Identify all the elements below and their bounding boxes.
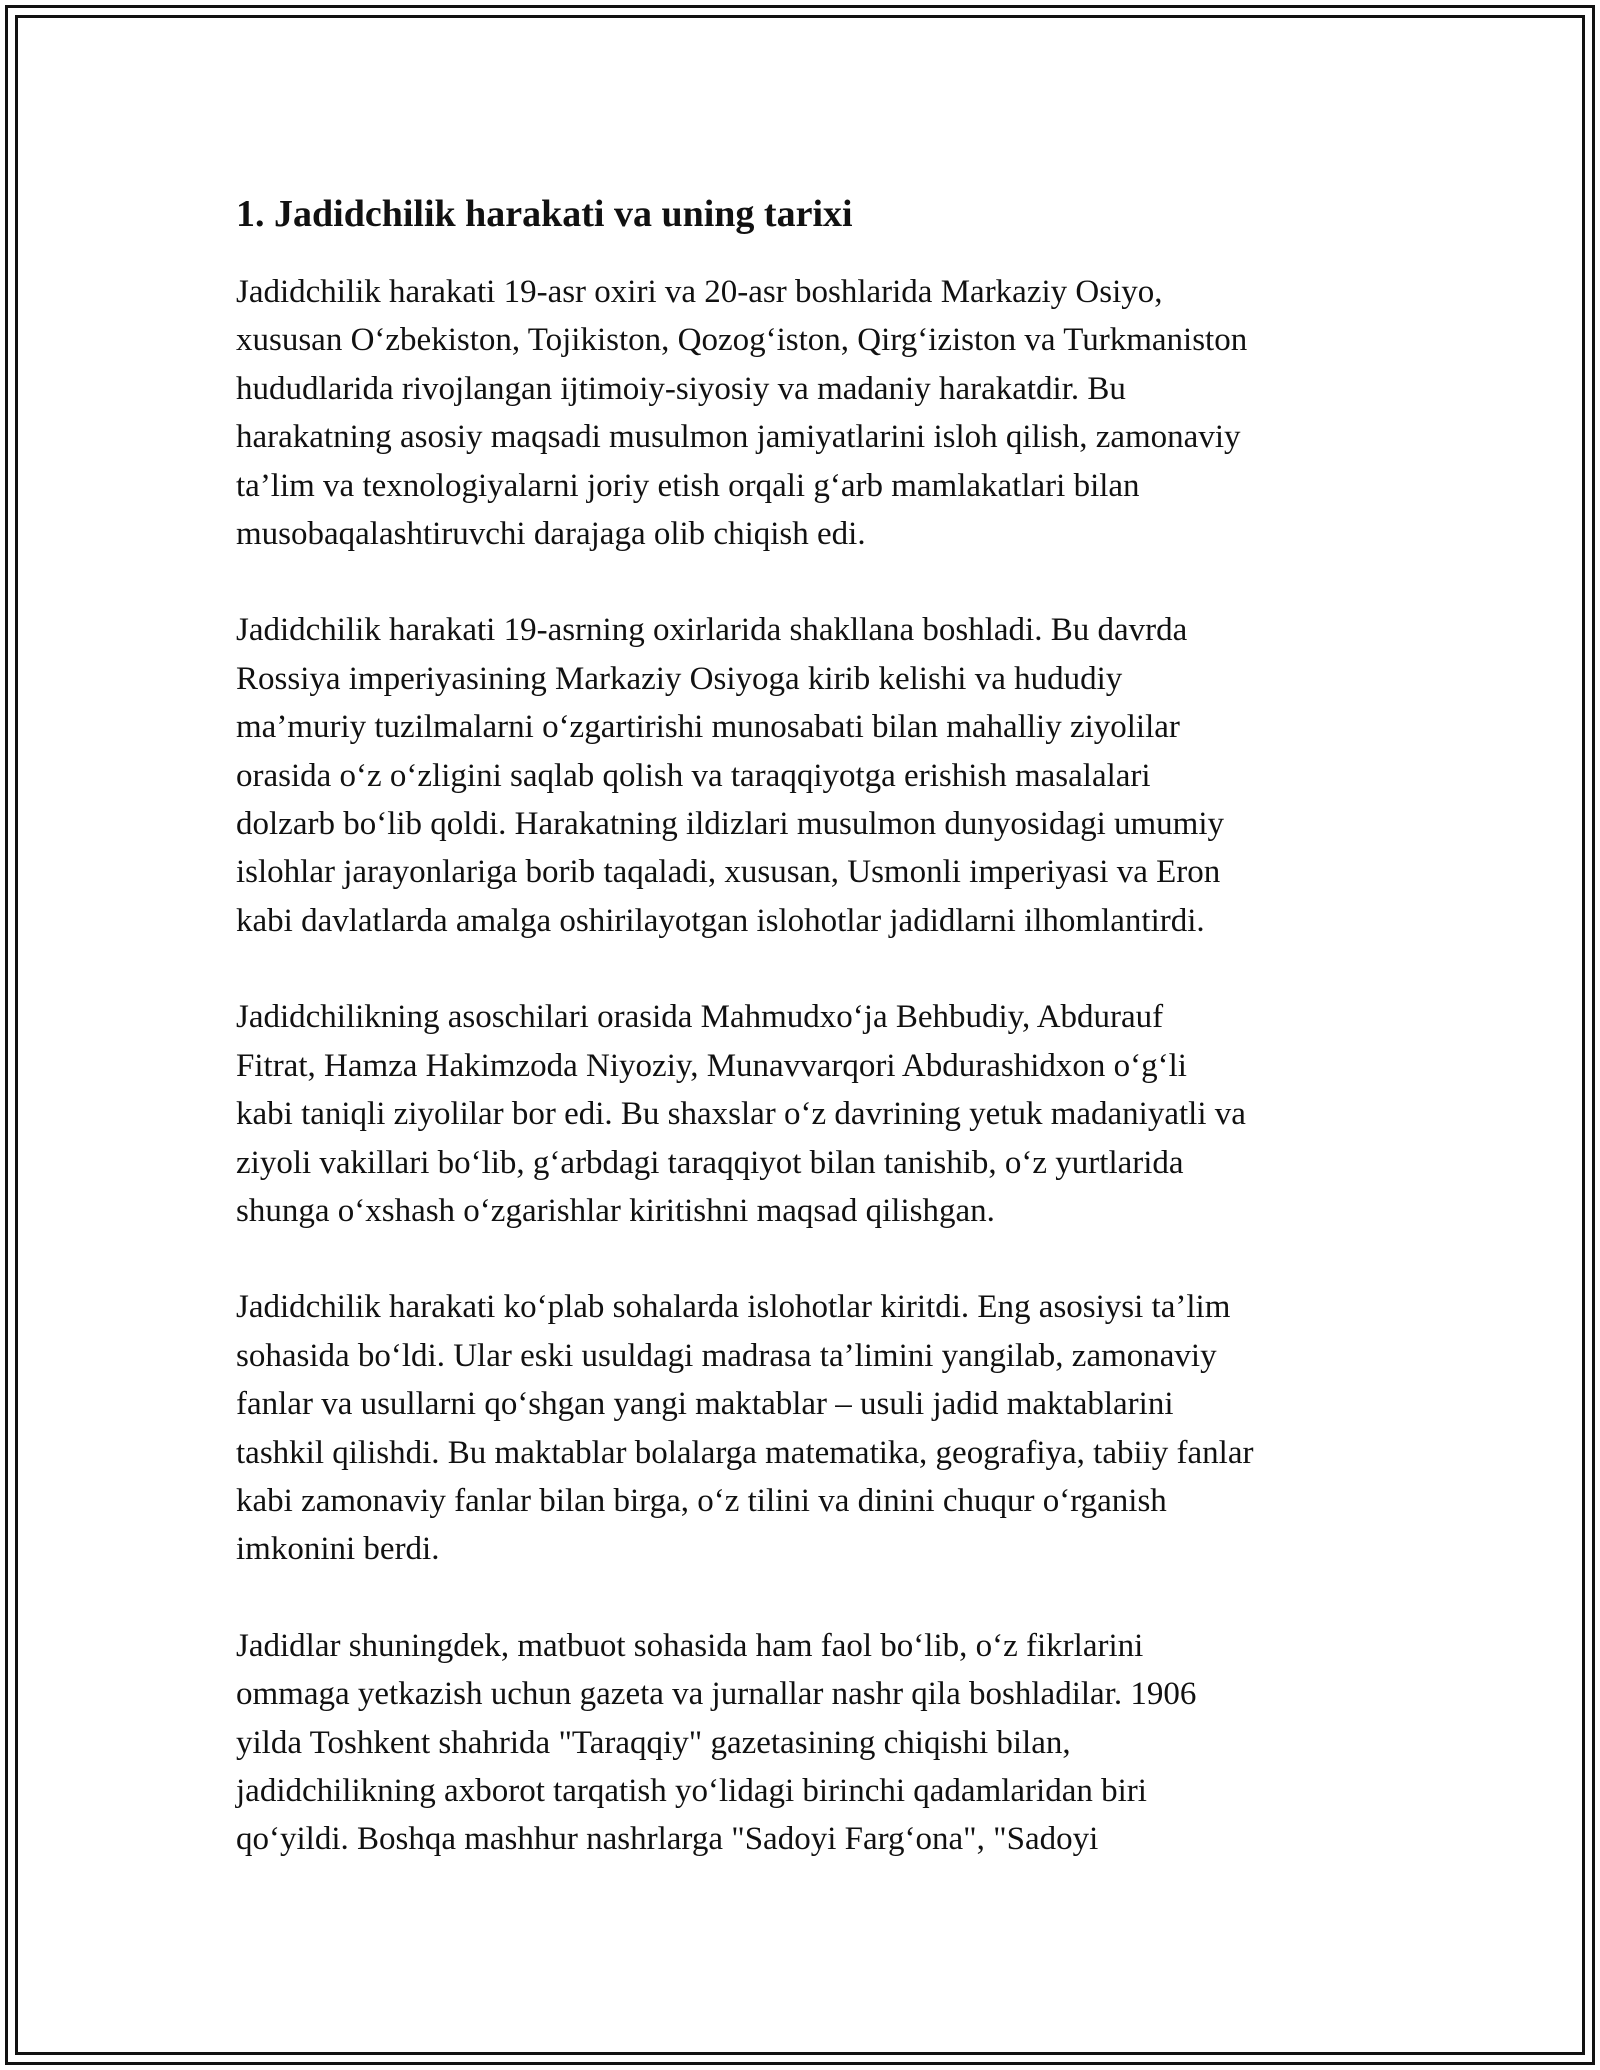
document-body — [236, 188, 1376, 1912]
paragraph-4 — [236, 1283, 1376, 1573]
paragraph-2 — [236, 606, 1376, 945]
paragraph-line: islohlar jarayonlariga borib taqaladi, xususan, Usmonli imperiyasi va Eron — [236, 854, 1221, 891]
paragraph-line: imkonini berdi. — [236, 1531, 440, 1568]
paragraph-line: ma’muriy tuzilmalarni o‘zgartirishi munosabati bilan mahalliy ziyolilar — [236, 709, 1180, 746]
paragraph-line: dolzarb bo‘lib qoldi. Harakatning ildizlari musulmon dunyosidagi umumiy — [236, 806, 1225, 843]
paragraph-line: jadidchilikning axborot tarqatish yo‘lidagi birinchi qadamlaridan biri — [236, 1772, 1147, 1809]
paragraph-3 — [236, 993, 1376, 1235]
paragraph-line: ziyoli vakillari bo‘lib, g‘arbdagi taraqqiyot bilan tanishib, o‘z yurtlarida — [236, 1144, 1184, 1181]
paragraph-line: kabi davlatlarda amalga oshirilayotgan islohotlar jadidlarni ilhomlantirdi. — [236, 902, 1205, 939]
paragraph-line: sohasida bo‘ldi. Ular eski usuldagi madrasa ta’limini yangilab, zamonaviy — [236, 1337, 1217, 1374]
paragraph-line: ta’lim va texnologiyalarni joriy etish orqali g‘arb mamlakatlari bilan — [236, 467, 1140, 504]
paragraph-line: Jadidchilik harakati 19-asrning oxirlarida shakllana boshladi. Bu davrda — [236, 612, 1188, 649]
paragraph-line: Jadidchilik harakati 19-asr oxiri va 20-asr boshlarida Markaziy Osiyo, — [236, 274, 1163, 310]
paragraph-1 — [236, 268, 1376, 558]
paragraph-line: kabi zamonaviy fanlar bilan birga, o‘z tilini va dinini chuqur o‘rganish — [236, 1482, 1167, 1519]
paragraph-line: Jadidchilik harakati ko‘plab sohalarda islohotlar kiritdi. Eng asosiysi ta’lim — [236, 1289, 1231, 1326]
paragraph-line: ommaga yetkazish uchun gazeta va jurnallar nashr qila boshladilar. 1906 — [236, 1676, 1197, 1713]
paragraph-line: hududlarida rivojlangan ijtimoiy-siyosiy va madaniy harakatdir. Bu — [236, 370, 1126, 407]
paragraph-line: kabi taniqli ziyolilar bor edi. Bu shaxslar o‘z davrining yetuk madaniyatli va — [236, 1096, 1246, 1133]
paragraph-line: xususan O‘zbekiston, Tojikiston, Qozog‘iston, Qirg‘iziston va Turkmaniston — [236, 322, 1248, 359]
paragraph-line: Fitrat, Hamza Hakimzoda Niyoziy, Munavvarqori Abdurashidxon o‘g‘li — [236, 1047, 1187, 1084]
paragraph-line: Jadidlar shuningdek, matbuot sohasida ham faol bo‘lib, o‘z fikrlarini — [236, 1627, 1144, 1664]
paragraph-line: harakatning asosiy maqsadi musulmon jamiyatlarini isloh qilish, zamonaviy — [236, 419, 1241, 456]
paragraph-line: yilda Toshkent shahrida "Taraqqiy" gazetasining chiqishi bilan, — [236, 1724, 1071, 1761]
paragraph-line: Jadidchilikning asoschilari orasida Mahmudxo‘ja Behbudiy, Abdurauf — [236, 999, 1164, 1036]
paragraph-5 — [236, 1622, 1376, 1864]
paragraph-line: orasida o‘z o‘zligini saqlab qolish va taraqqiyotga erishish masalalari — [236, 757, 1151, 794]
paragraph-line: musobaqalashtiruvchi darajaga olib chiqish edi. — [236, 516, 866, 553]
section-heading: 1. Jadidchilik harakati va uning tarixi — [236, 193, 853, 235]
paragraph-line: tashkil qilishdi. Bu maktablar bolalarga matematika, geografiya, tabiiy fanlar — [236, 1434, 1254, 1471]
paragraph-line: qo‘yildi. Boshqa mashhur nashrlarga "Sadoyi Farg‘ona", "Sadoyi — [236, 1821, 1099, 1858]
paragraph-line: fanlar va usullarni qo‘shgan yangi maktablar – usuli jadid maktablarini — [236, 1386, 1174, 1423]
paragraph-line: shunga o‘xshash o‘zgarishlar kiritishni maqsad qilishgan. — [236, 1192, 995, 1229]
paragraph-line: Rossiya imperiyasining Markaziy Osiyoga kirib kelishi va hududiy — [236, 660, 1123, 697]
